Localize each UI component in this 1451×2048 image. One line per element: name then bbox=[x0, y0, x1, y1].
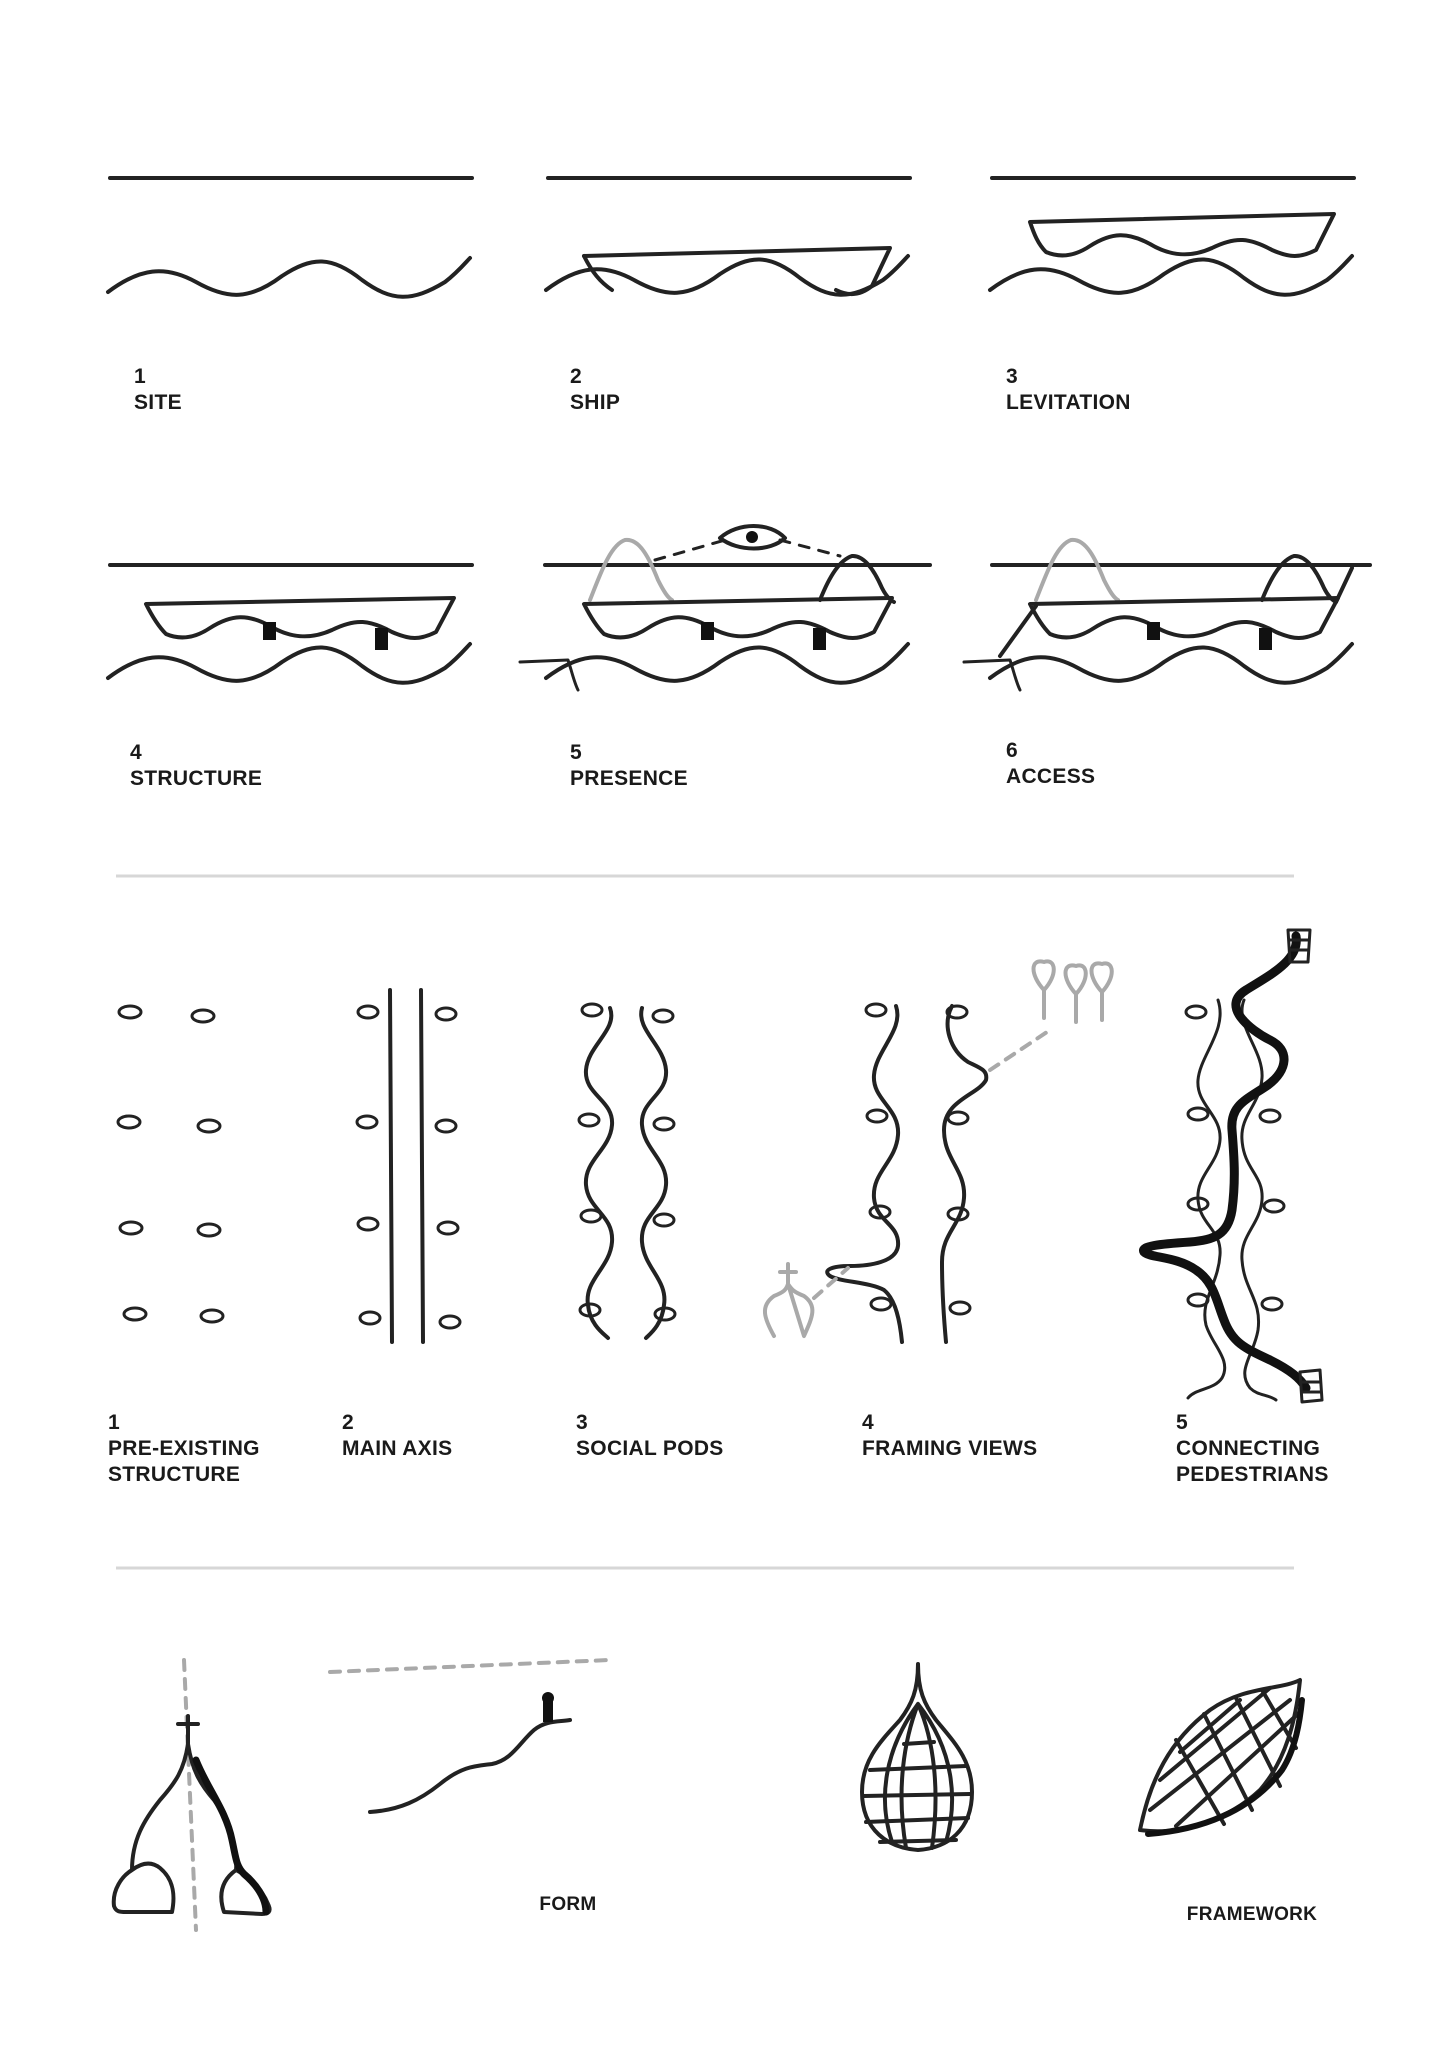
sketch-connecting-pedestrians bbox=[1143, 930, 1322, 1402]
step-title: LEVITATION bbox=[1006, 391, 1131, 414]
step-label-ship bbox=[570, 364, 620, 416]
sketch-pre-existing-structure bbox=[118, 1006, 223, 1322]
label-form: FORM bbox=[539, 1894, 597, 1915]
step-label-pre-existing-structure bbox=[108, 1410, 260, 1488]
step-title-line1: PRE-EXISTING bbox=[108, 1437, 260, 1460]
step-title: ACCESS bbox=[1006, 765, 1096, 788]
step-number: 6 bbox=[1006, 739, 1018, 762]
sketch-lattice-dome bbox=[862, 1664, 972, 1850]
step-title-line1: CONNECTING bbox=[1176, 1437, 1321, 1460]
step-label-main-axis bbox=[342, 1410, 452, 1462]
sketch-hill-figure bbox=[330, 1660, 610, 1812]
step-title: SHIP bbox=[570, 391, 621, 414]
step-label-social-pods bbox=[576, 1410, 724, 1462]
step-number: 2 bbox=[570, 365, 582, 388]
sketch-social-pods bbox=[579, 1004, 675, 1338]
step-label-site bbox=[134, 364, 182, 416]
sketch-framing-views bbox=[765, 961, 1112, 1342]
step-label-connecting-pedestrians bbox=[1176, 1410, 1329, 1488]
step-number: 1 bbox=[134, 365, 146, 388]
step-title-line2: STRUCTURE bbox=[108, 1463, 241, 1486]
step-label-access bbox=[1006, 738, 1095, 790]
step-label-structure bbox=[130, 740, 262, 792]
step-number: 5 bbox=[1176, 1411, 1188, 1434]
sketch-ship bbox=[546, 178, 910, 295]
step-label-framing-views bbox=[862, 1410, 1037, 1462]
label-framework: FRAMEWORK bbox=[1186, 1904, 1318, 1925]
step-title: SITE bbox=[134, 391, 182, 414]
step-label-presence bbox=[570, 740, 688, 792]
step-title-line2: PEDESTRIANS bbox=[1176, 1463, 1329, 1486]
step-title-line1: SOCIAL PODS bbox=[576, 1437, 724, 1460]
step-number: 1 bbox=[108, 1411, 120, 1434]
step-number: 5 bbox=[570, 741, 582, 764]
step-title: PRESENCE bbox=[570, 767, 688, 790]
step-title-line1: MAIN AXIS bbox=[342, 1437, 453, 1460]
sketch-dome bbox=[114, 1660, 270, 1930]
sketch-structure bbox=[108, 565, 472, 683]
step-label-levitation bbox=[1006, 364, 1131, 416]
sketch-presence bbox=[520, 526, 930, 690]
step-number: 4 bbox=[130, 741, 142, 764]
sketch-framework-mesh bbox=[1140, 1680, 1302, 1834]
sketch-site bbox=[108, 178, 472, 297]
step-number: 3 bbox=[1006, 365, 1018, 388]
step-title-line1: FRAMING VIEWS bbox=[862, 1437, 1038, 1460]
step-number: 2 bbox=[342, 1411, 354, 1434]
step-number: 3 bbox=[576, 1411, 588, 1434]
sketch-main-axis bbox=[357, 990, 460, 1342]
sketch-levitation bbox=[990, 178, 1354, 295]
step-title: STRUCTURE bbox=[130, 767, 263, 790]
sketch-access bbox=[964, 540, 1370, 690]
step-number: 4 bbox=[862, 1411, 874, 1434]
